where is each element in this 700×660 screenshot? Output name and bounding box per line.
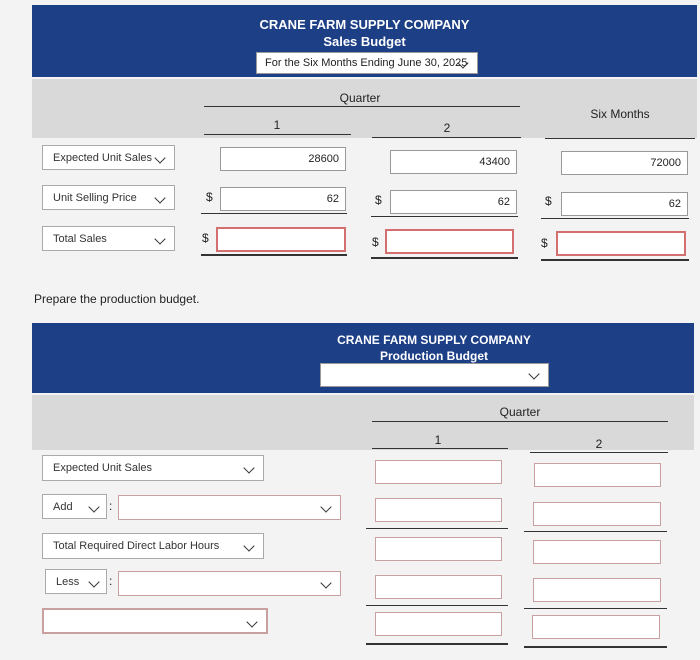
chevron-down-icon (154, 233, 165, 244)
sales-q1-units-value: 28600 (308, 153, 339, 165)
instruction-text: Prepare the production budget. (34, 292, 200, 306)
final-double-rule-1 (366, 643, 508, 645)
unit-selling-price-label: Unit Selling Price (53, 191, 137, 204)
chevron-down-icon (528, 368, 539, 379)
chevron-down-icon (154, 192, 165, 203)
sales-total-units-input[interactable] (561, 151, 688, 175)
sales-quarter-header: Quarter (339, 91, 381, 105)
sales-q2-total-input[interactable] (385, 229, 514, 254)
chevron-down-icon (88, 576, 99, 587)
sales-q2-units-input[interactable] (390, 150, 517, 174)
price-rule-2 (371, 216, 518, 217)
sales-period-value: For the Six Months Ending June 30, 2025 (265, 57, 468, 69)
sales-col-2-header: 2 (443, 121, 451, 135)
production-period-dropdown[interactable] (320, 363, 549, 387)
less-rule-2 (524, 608, 667, 609)
currency-symbol: $ (375, 193, 382, 207)
chevron-down-icon (320, 577, 331, 588)
prod-expected-unit-sales-select[interactable] (42, 455, 264, 481)
sales-budget-title: Sales Budget (323, 34, 406, 49)
chevron-down-icon (154, 152, 165, 163)
production-quarter-header: Quarter (499, 405, 541, 419)
total-sales-select[interactable] (42, 226, 175, 251)
colon: : (109, 499, 113, 513)
currency-symbol: $ (372, 235, 379, 249)
add-rule-2 (524, 531, 667, 532)
less-item-select[interactable] (118, 571, 341, 596)
chevron-down-icon (243, 462, 254, 473)
unit-selling-price-select[interactable] (42, 185, 175, 210)
six-months-rule (545, 138, 695, 139)
chevron-down-icon (320, 501, 331, 512)
prod-q2-row1-input[interactable] (534, 463, 661, 487)
sales-q1-price-value: 62 (326, 193, 339, 205)
sales-q1-price-input[interactable] (220, 187, 346, 211)
prod-q2-row3-input[interactable] (533, 540, 661, 564)
currency-symbol: $ (202, 231, 209, 245)
sales-q1-total-input[interactable] (216, 227, 346, 252)
price-rule-1 (201, 213, 347, 214)
prod-q2-row2-input[interactable] (533, 502, 661, 526)
add-item-select[interactable] (118, 495, 341, 520)
prod-row5-select[interactable] (42, 608, 268, 634)
currency-symbol: $ (541, 236, 548, 250)
total-required-label: Total Required Direct Labor Hours (53, 540, 220, 552)
sales-budget-company: CRANE FARM SUPPLY COMPANY (259, 17, 470, 32)
prod-q2-row4-input[interactable] (533, 578, 661, 602)
sales-total-units-value: 72000 (650, 157, 681, 169)
sales-six-months-header: Six Months (590, 107, 650, 121)
total-double-rule-1 (201, 254, 347, 256)
prod-q2-row5-input[interactable] (532, 615, 660, 639)
total-required-select[interactable] (42, 533, 264, 559)
col1-rule (204, 134, 351, 135)
price-rule-3 (541, 218, 689, 219)
less-label: Less (56, 575, 80, 588)
sales-col-1-header: 1 (273, 118, 281, 132)
production-budget-title: Production Budget (380, 349, 488, 363)
less-rule-1 (366, 605, 508, 606)
chevron-down-icon (88, 501, 99, 512)
prod-q1-row1-input[interactable] (375, 460, 502, 484)
total-double-rule-2 (371, 257, 518, 259)
prod-q1-row4-input[interactable] (375, 575, 502, 599)
add-label: Add (53, 500, 73, 513)
prod-q1-row2-input[interactable] (375, 498, 502, 522)
chevron-down-icon (243, 540, 254, 551)
add-select[interactable] (42, 494, 107, 519)
col1-rule (372, 448, 508, 449)
production-col-1-header: 1 (434, 433, 442, 447)
less-select[interactable] (45, 569, 107, 594)
currency-symbol: $ (206, 190, 213, 204)
sales-q2-units-value: 43400 (479, 156, 510, 168)
prod-expected-unit-sales-label: Expected Unit Sales (53, 462, 153, 474)
prod-q1-row3-input[interactable] (375, 537, 502, 561)
col2-rule (530, 452, 668, 453)
sales-q2-price-input[interactable] (390, 190, 517, 214)
sales-q2-price-value: 62 (497, 196, 510, 208)
sales-total-price-input[interactable] (561, 192, 688, 216)
sales-total-total-input[interactable] (556, 231, 686, 256)
production-budget-company: CRANE FARM SUPPLY COMPANY (337, 333, 531, 347)
colon: : (109, 574, 113, 588)
col2-rule (372, 137, 521, 138)
sales-period-dropdown[interactable] (256, 52, 478, 74)
expected-unit-sales-select[interactable] (42, 145, 175, 170)
production-col-2-header: 2 (595, 437, 603, 451)
final-double-rule-2 (524, 646, 667, 648)
sales-q1-units-input[interactable] (220, 147, 346, 171)
quarter-rule (372, 421, 668, 422)
total-double-rule-3 (541, 259, 689, 261)
add-rule-1 (366, 528, 508, 529)
quarter-rule (204, 106, 520, 107)
expected-unit-sales-label: Expected Unit Sales (53, 151, 153, 164)
chevron-down-icon (246, 616, 257, 627)
total-sales-label: Total Sales (53, 232, 107, 245)
currency-symbol: $ (545, 194, 552, 208)
sales-total-price-value: 62 (668, 198, 681, 210)
prod-q1-row5-input[interactable] (375, 612, 502, 636)
